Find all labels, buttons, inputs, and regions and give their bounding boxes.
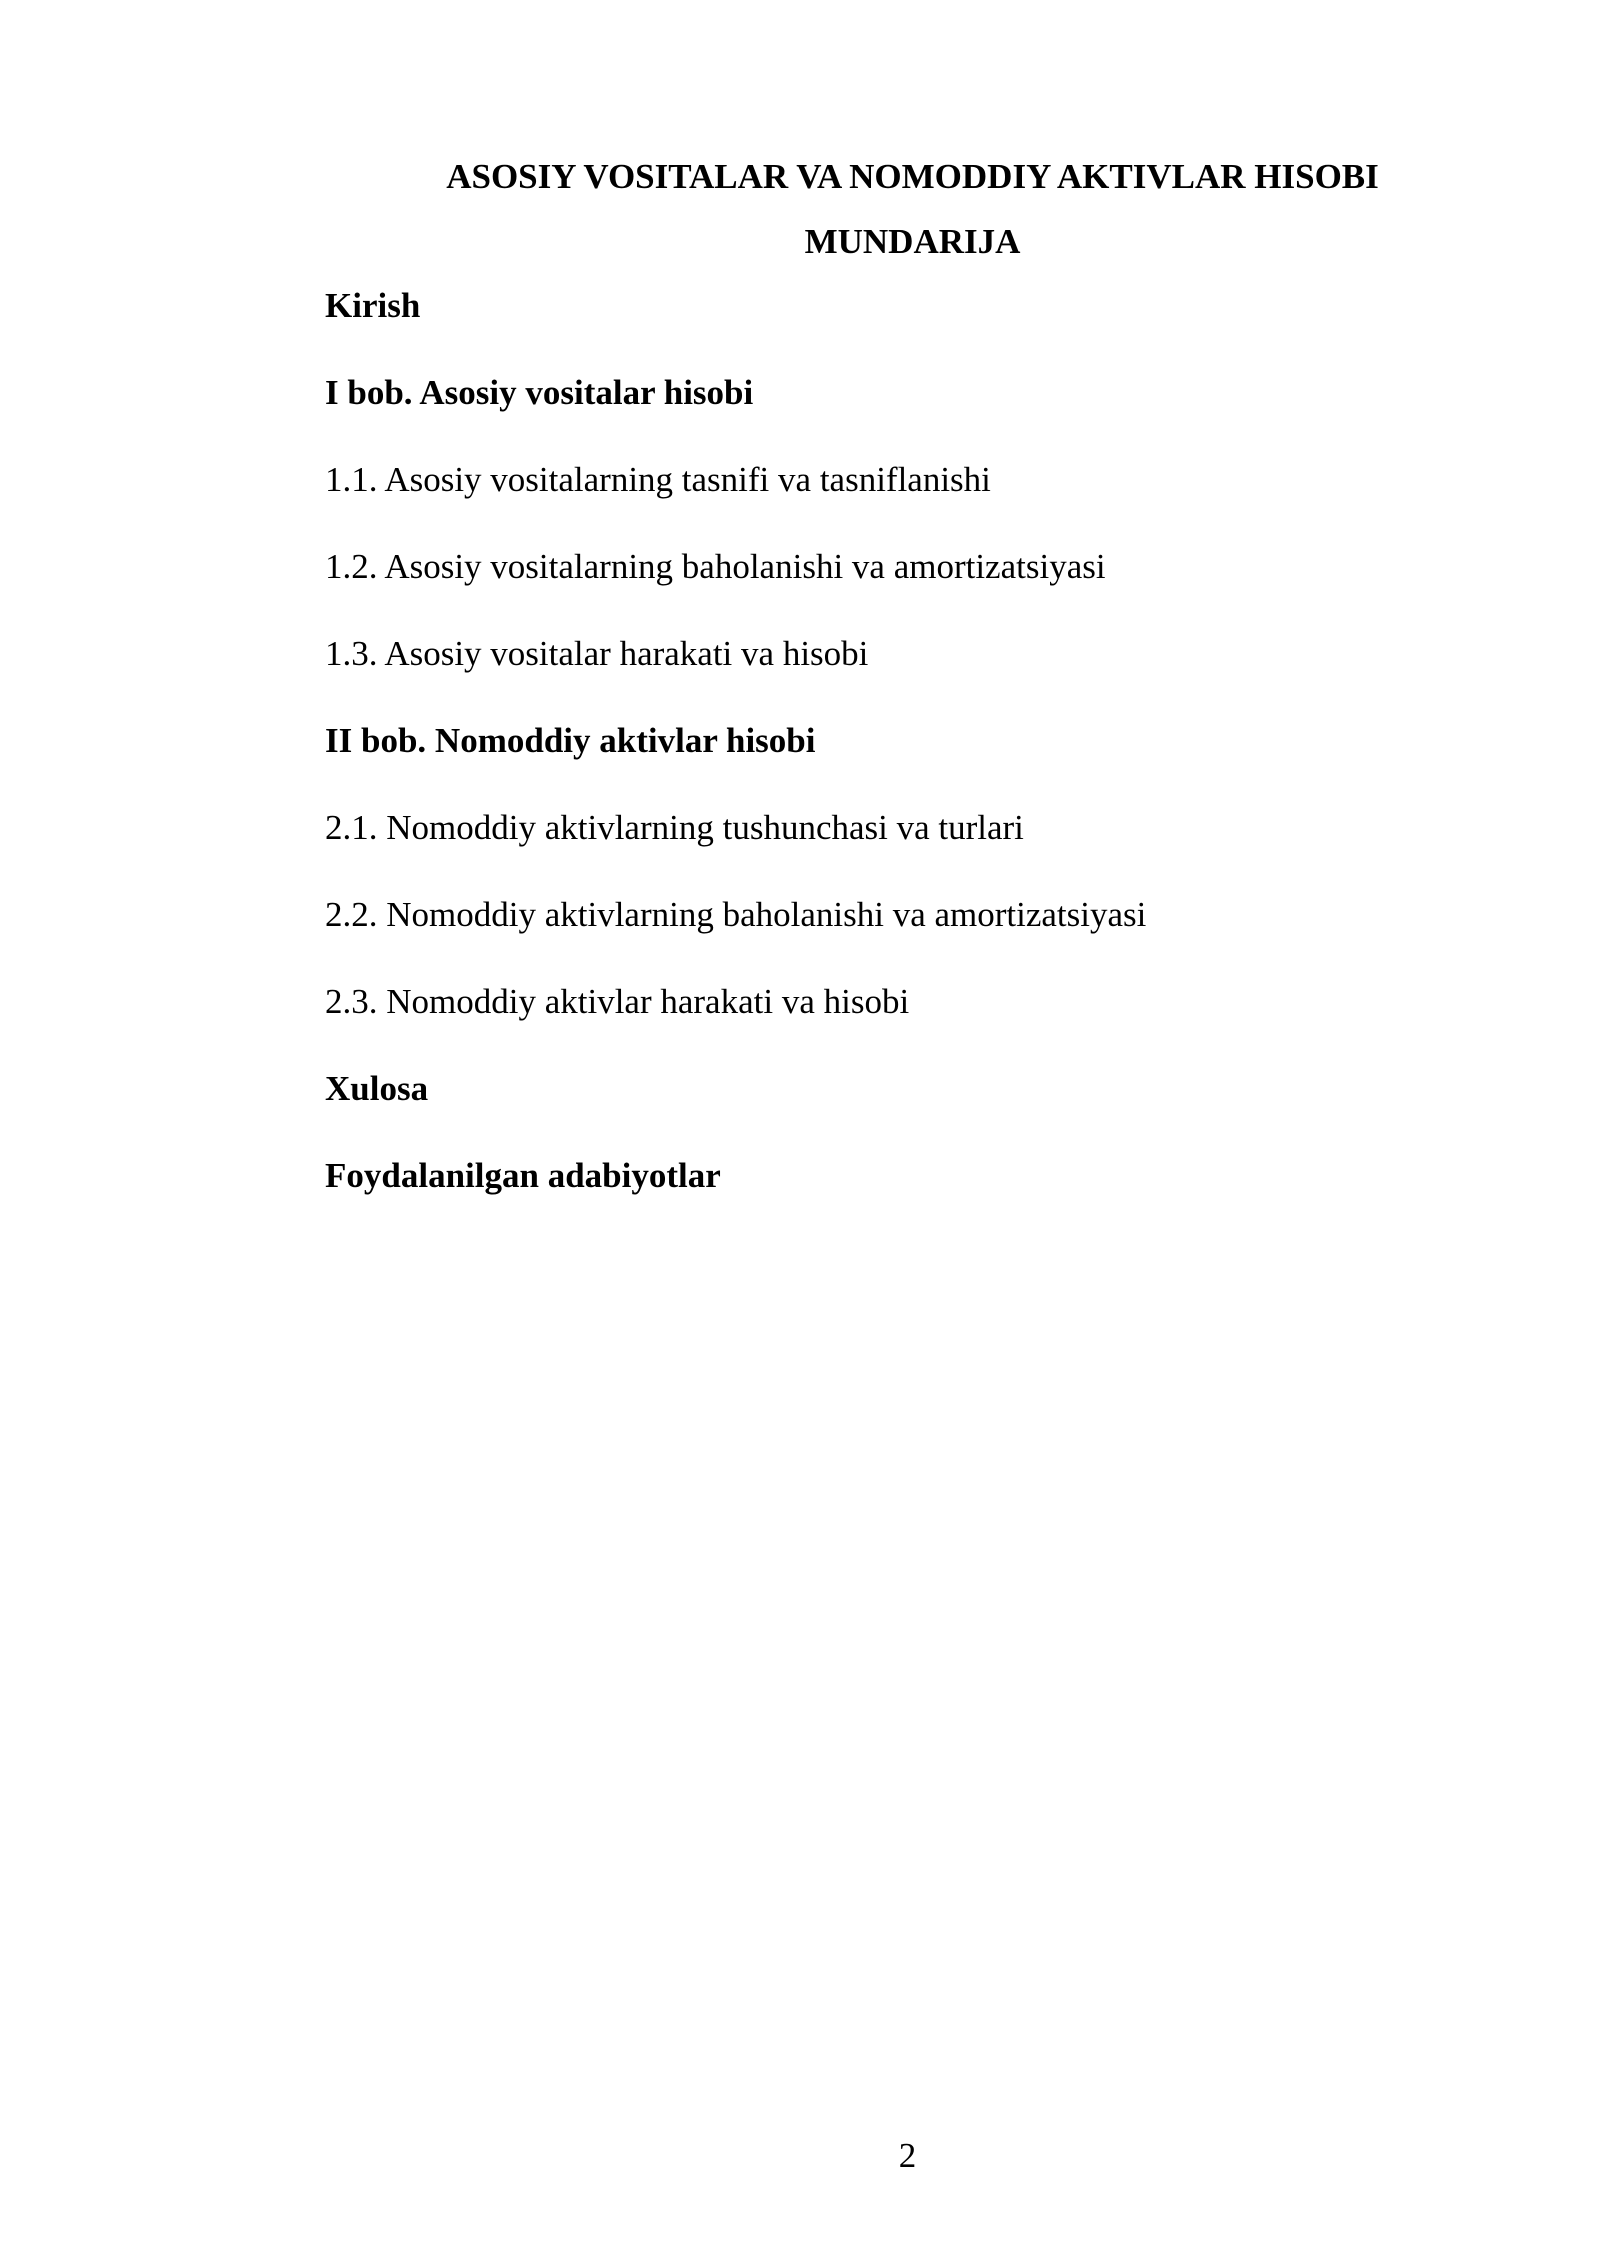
toc-item-section-2-3: 2.3. Nomoddiy aktivlar harakati va hisobi — [325, 982, 910, 1021]
toc-item-conclusion: Xulosa — [325, 1069, 429, 1108]
table-of-contents-heading: MUNDARIJA — [804, 222, 1021, 261]
page-number: 2 — [898, 2136, 917, 2175]
toc-item-chapter-1: I bob. Asosiy vositalar hisobi — [325, 373, 754, 412]
toc-item-introduction: Kirish — [325, 286, 421, 325]
toc-item-section-2-2: 2.2. Nomoddiy aktivlarning baholanishi va amortizatsiyasi — [325, 895, 1147, 934]
document-title: ASOSIY VOSITALAR VA NOMODDIY AKTIVLAR HISOBI — [446, 157, 1379, 196]
table-of-contents — [325, 286, 1500, 1243]
toc-item-section-1-2: 1.2. Asosiy vositalarning baholanishi va amortizatsiyasi — [325, 547, 1106, 586]
toc-item-chapter-2: II bob. Nomoddiy aktivlar hisobi — [325, 721, 816, 760]
toc-item-section-1-3: 1.3. Asosiy vositalar harakati va hisobi — [325, 634, 869, 673]
toc-item-references: Foydalanilgan adabiyotlar — [325, 1156, 721, 1195]
toc-item-section-1-1: 1.1. Asosiy vositalarning tasnifi va tasniflanishi — [325, 460, 991, 499]
toc-item-section-2-1: 2.1. Nomoddiy aktivlarning tushunchasi va turlari — [325, 808, 1024, 847]
